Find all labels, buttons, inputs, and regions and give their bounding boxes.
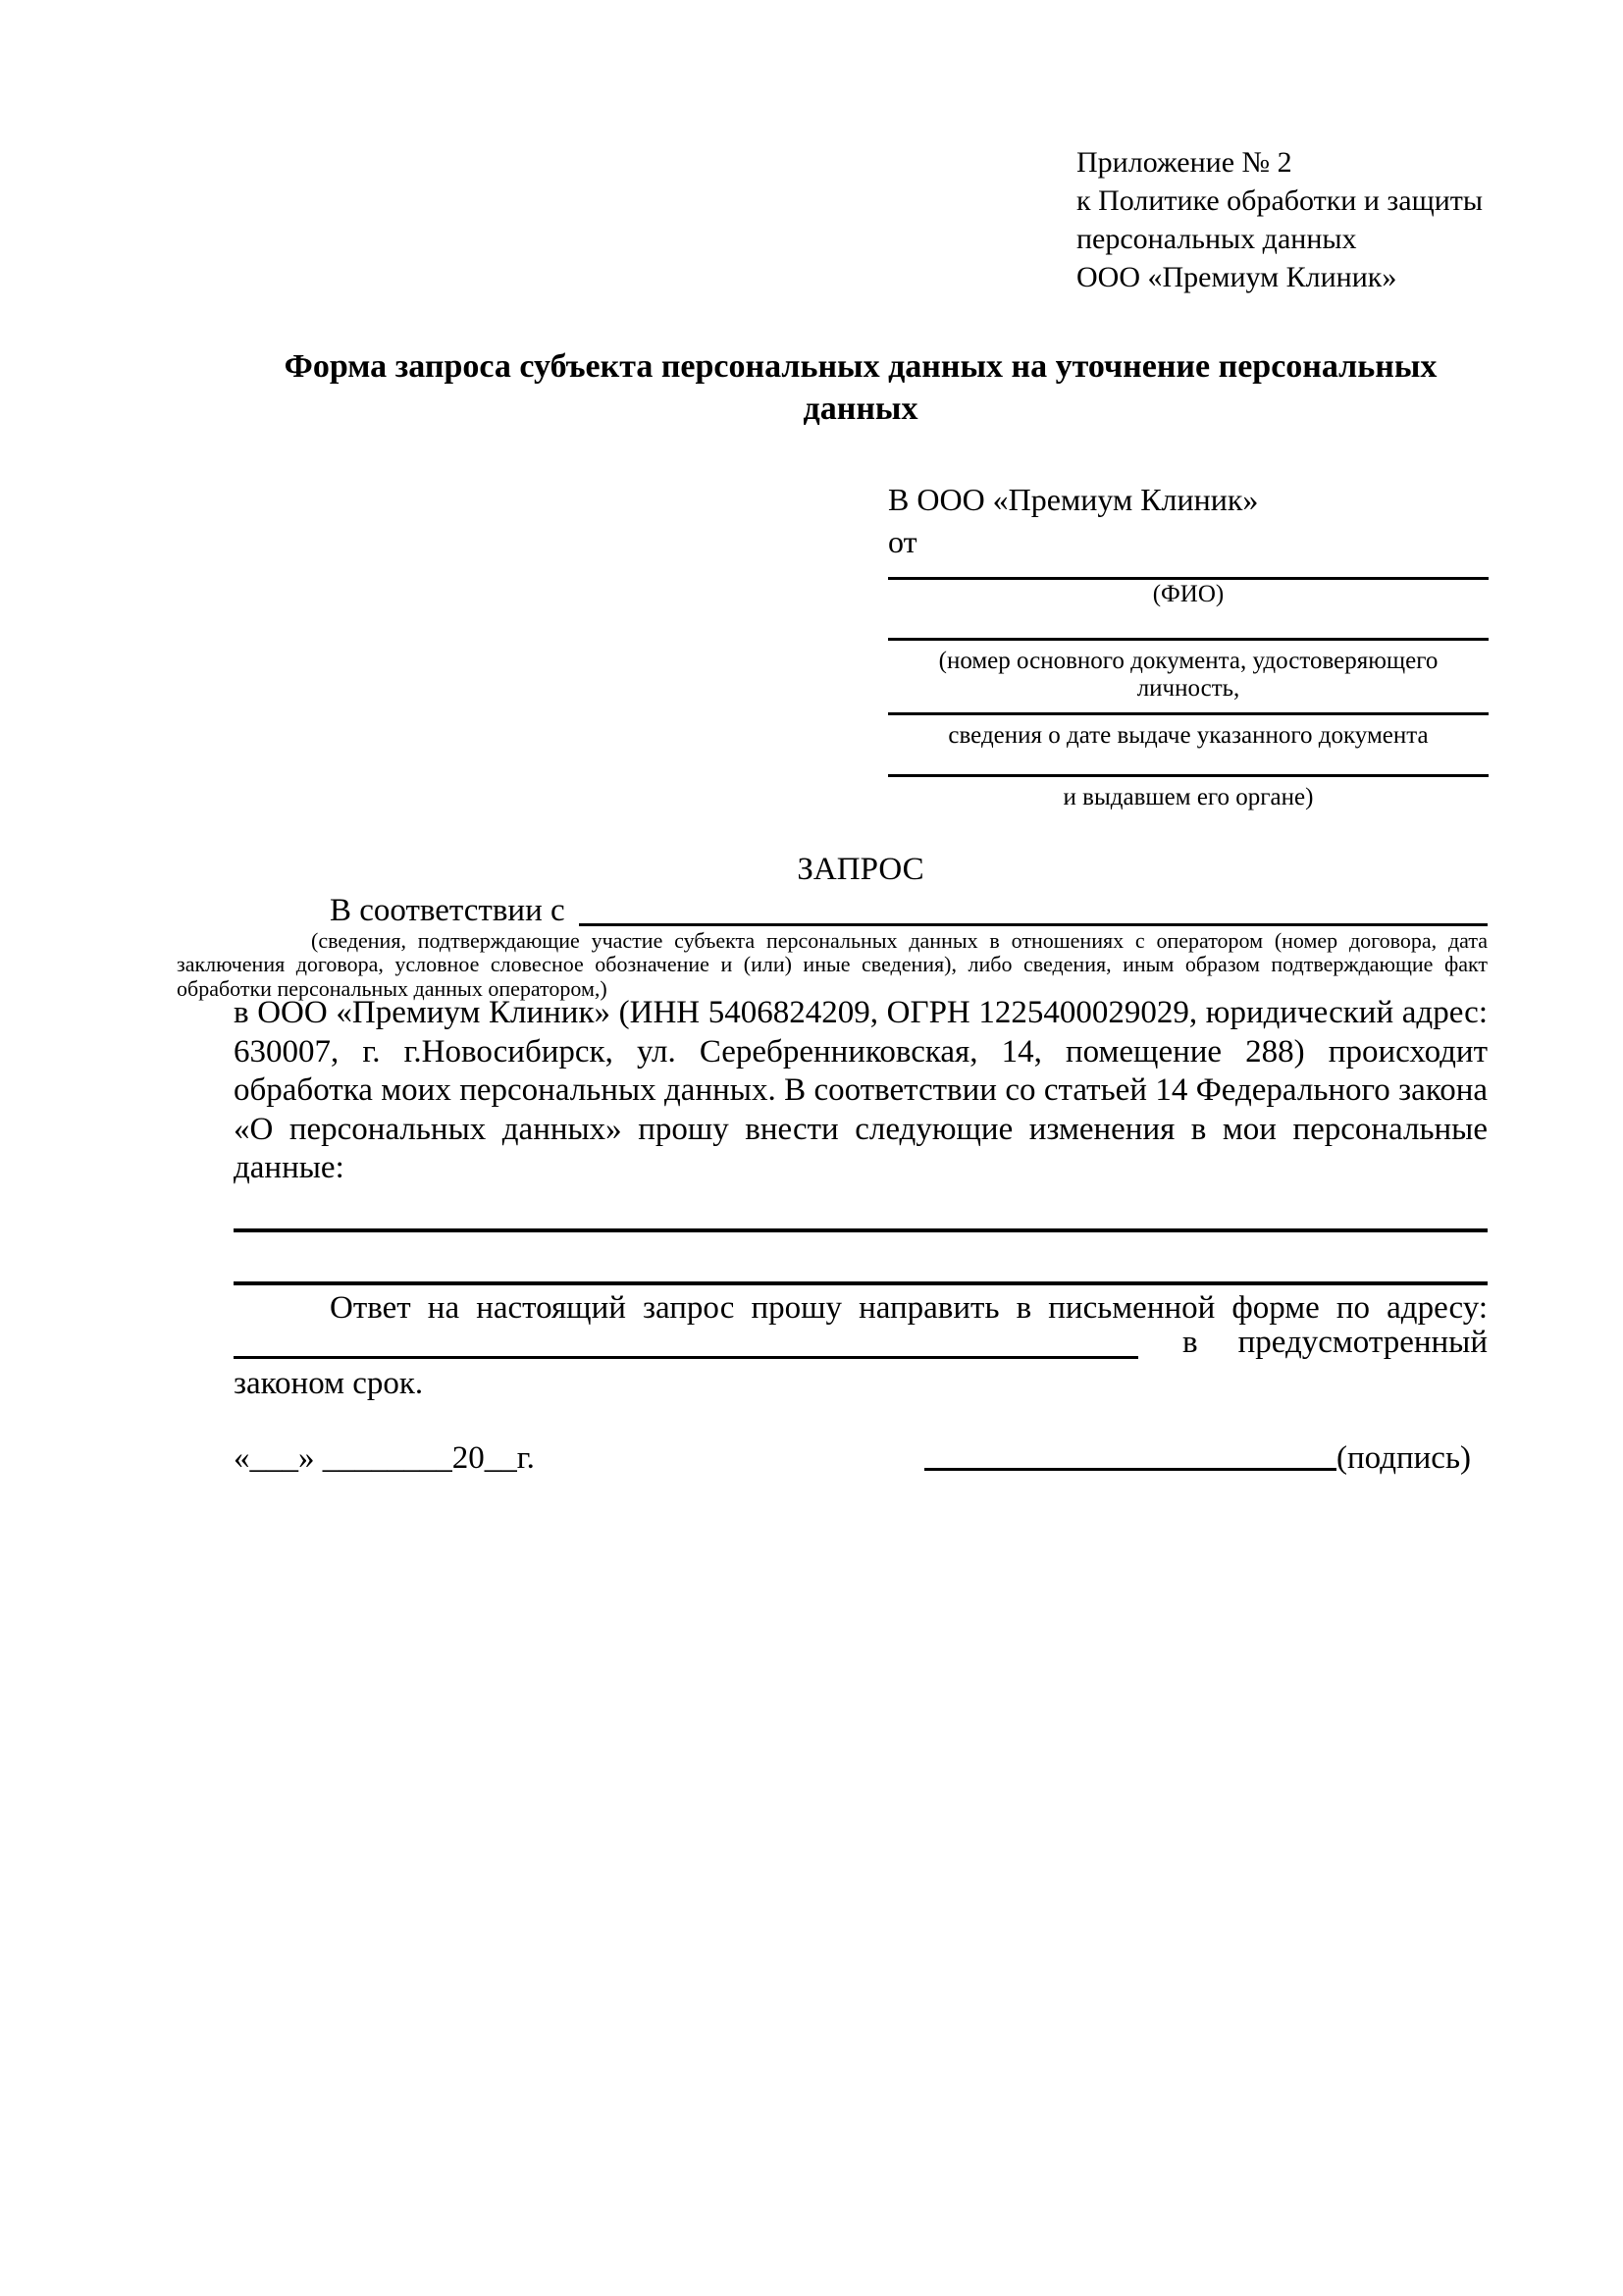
issue-date-caption: сведения о дате выдаче указанного документа xyxy=(948,722,1429,749)
signature-caption: (подпись) xyxy=(1336,1440,1471,1476)
form-title: Форма запроса субъекта персональных данных на уточнение персональных данных xyxy=(284,348,1438,427)
document-number-blank-line xyxy=(888,638,1489,641)
appendix-line: ООО «Премиум Клиник» xyxy=(1076,261,1397,293)
changes-blank-line xyxy=(234,1281,1488,1285)
appendix-line: персональных данных xyxy=(1076,223,1357,255)
document-number-caption: (номер основного документа, удостоверяющего личность, xyxy=(938,648,1439,702)
addressee-from-label: от xyxy=(888,524,917,559)
reply-sentence: Ответ на настоящий запрос прошу направить в письменной форме по адресу: xyxy=(330,1290,1488,1326)
reply-closing: законом срок. xyxy=(234,1366,424,1401)
appendix-line: к Политике обработки и защиты xyxy=(1076,184,1484,217)
appendix-block xyxy=(1076,143,1483,296)
signature-blank-line xyxy=(924,1468,1336,1471)
fio-blank-line xyxy=(888,577,1489,580)
addressee-to: В ООО «Премиум Клиник» xyxy=(888,482,1259,517)
reply-word-predusmotrennyj: предусмотренный xyxy=(1237,1325,1488,1360)
date-placeholder: «___» ________20__г. xyxy=(234,1440,535,1476)
addressee-block xyxy=(888,479,1489,563)
fine-print-note: (сведения, подтверждающие участие субъекта персональных данных в отношениях с оператором (номер договора, дата заключения договора, условное словесное обозначение и (или) иные сведения), либо сведения, иным образом подтверждающие факт обработки персональных данных оператором,) xyxy=(177,928,1488,1001)
request-heading: ЗАПРОС xyxy=(797,852,924,887)
issue-date-blank-line xyxy=(888,712,1489,715)
issuing-authority-blank-line xyxy=(888,774,1489,777)
issuing-authority-caption: и выдавшем его органе) xyxy=(1063,784,1314,810)
accordance-blank-line xyxy=(579,923,1488,926)
fio-caption: (ФИО) xyxy=(1152,581,1225,607)
appendix-line: Приложение № 2 xyxy=(1076,146,1292,179)
reply-word-v: в xyxy=(1182,1325,1198,1360)
accordance-lead-text: В соответствии с xyxy=(330,893,565,928)
changes-blank-line xyxy=(234,1228,1488,1232)
main-paragraph: в ООО «Премиум Клиник» (ИНН 5406824209, ОГРН 1225400029029, юридический адрес: 630007, г. г.Новосибирск, ул. Серебренниковская, 14, помещение 288) происходит обработка моих персональных данных. В соответствии со статьей 14 Федерального закона «О персональных данных» прошу внести следующие изменения в мои персональные данные: xyxy=(234,995,1488,1185)
